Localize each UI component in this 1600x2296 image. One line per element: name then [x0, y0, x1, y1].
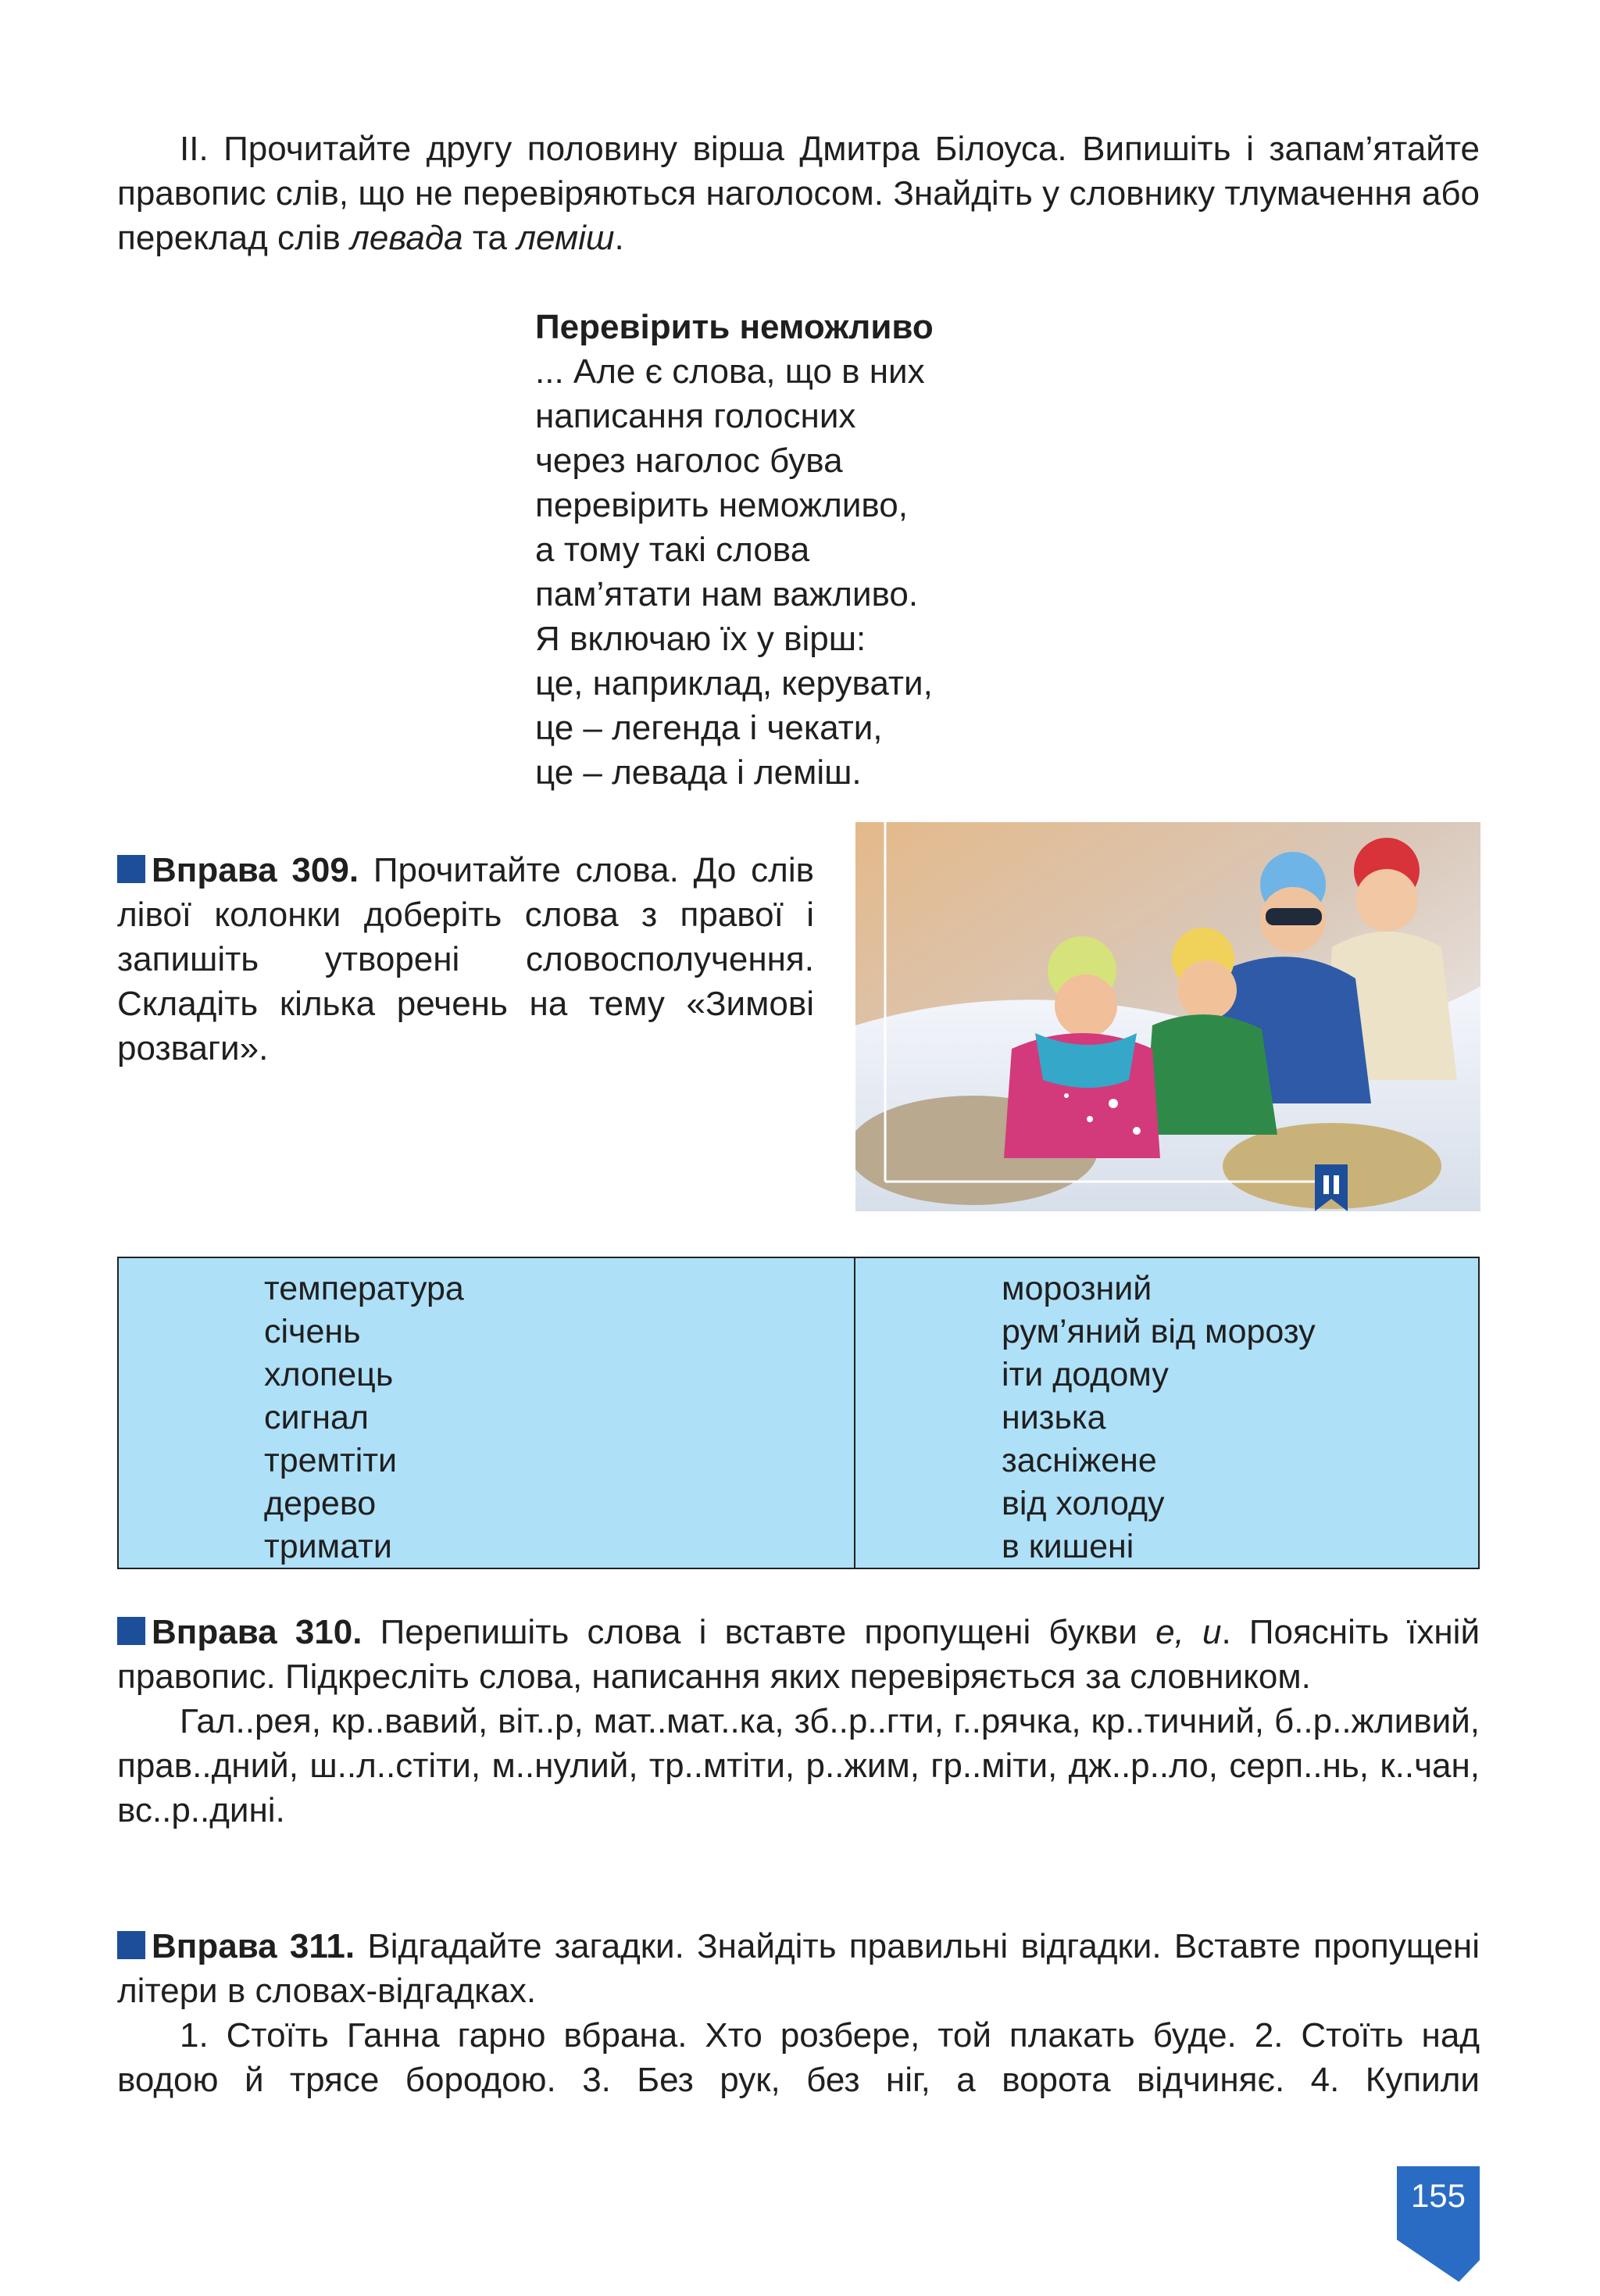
exercise-309-text: Прочитайте слова. До слів лівої колонки доберіть слова з правої і запишіть утворені словосполучення. Складіть кілька речень на тему «Зимові розваги». — [117, 851, 815, 1068]
intro-italic-word-1: левада — [350, 219, 463, 257]
exercise-309-label: Вправа 309. — [152, 851, 359, 889]
exercise-310 — [117, 1610, 1480, 1833]
exercise-310-task — [117, 1610, 1480, 1699]
right-word: в кишені — [1002, 1528, 1134, 1565]
exercise-310-letters: е, и — [1155, 1613, 1222, 1651]
exercise-311-task — [117, 1924, 1480, 2013]
left-word: тремтіти — [264, 1442, 398, 1479]
right-word: іти додому — [1002, 1356, 1169, 1393]
intro-italic-word-2: леміш — [516, 219, 615, 257]
exercise-311-label: Вправа 311. — [152, 1927, 355, 1965]
left-column — [119, 1258, 855, 1568]
poem-line: це – левада і леміш. — [535, 753, 862, 792]
right-word: від холоду — [1002, 1485, 1165, 1522]
right-word: низька — [1002, 1399, 1106, 1436]
intro-text-b: та — [462, 219, 517, 257]
square-bullet-icon — [117, 1931, 145, 1959]
exercise-310-text-b: . Поясніть їхній правопис. Підкресліть слова, написання яких перевіряється за словником. — [117, 1613, 1480, 1696]
intro-text-c: . — [614, 219, 624, 257]
intro-text-a: II. Прочитайте другу половину вірша Дмитра Білоуса. Випишіть і запам’ятайте правопис слів, що не перевіряються наголосом. Знайдіть у словнику тлумачення або переклад слів — [117, 130, 1480, 257]
poem-line: перевірить неможливо, — [535, 486, 908, 524]
page-number: 155 — [1410, 2177, 1466, 2214]
right-word: рум’яний від морозу — [1002, 1313, 1316, 1350]
right-word: засніжене — [1002, 1442, 1157, 1479]
left-word: дерево — [264, 1485, 377, 1522]
left-word: сигнал — [264, 1399, 369, 1436]
left-word: січень — [264, 1313, 361, 1350]
exercise-310-words: Гал..рея, кр..вавий, віт..р, мат..мат..ка, зб..р..гти, г..рячка, кр..тичний, б..р..жливий, прав..дний, ш..л..стіти, м..нулий, тр..мтіти, р..жим, гр..міти, дж..р..ло, серп..нь, к..чан, вс..р..дині. — [117, 1702, 1480, 1829]
poem-line: це – легенда і чекати, — [535, 709, 883, 747]
right-word: морозний — [1002, 1270, 1152, 1307]
intro-paragraph — [117, 127, 1480, 260]
right-column — [855, 1258, 1478, 1568]
exercise-311 — [117, 1924, 1480, 2102]
poem-line: пам’ятати нам важливо. — [535, 575, 919, 613]
poem — [535, 305, 1082, 795]
poem-line: Я включаю їх у вірш: — [535, 620, 866, 658]
winter-sledding-photo — [855, 822, 1480, 1211]
square-bullet-icon — [117, 855, 145, 883]
poem-line: а тому такі слова — [535, 531, 810, 569]
left-word: тримати — [264, 1528, 392, 1565]
left-word: хлопець — [264, 1356, 394, 1393]
exercise-310-text-a: Перепишіть слова і вставте пропущені букви — [362, 1613, 1156, 1651]
poem-title: Перевірить неможливо — [535, 308, 934, 346]
poem-line: це, наприклад, керувати, — [535, 664, 933, 703]
exercise-310-label: Вправа 310. — [152, 1613, 362, 1651]
exercise-311-text: Відгадайте загадки. Знайдіть правильні відгадки. Вставте пропущені літери в словах-відгадках. — [117, 1927, 1480, 2010]
left-word: температура — [264, 1270, 464, 1307]
exercise-311-riddles: 1. Стоїть Ганна гарно вбрана. Хто розбере, той плакать буде. 2. Стоїть над водою й трясе бородою. 3. Без рук, без ніг, а ворота відчиняє. 4. Купили — [117, 2016, 1480, 2099]
square-bullet-icon — [117, 1617, 145, 1645]
poem-line: написання голосних — [535, 397, 856, 435]
poem-line: через наголос бува — [535, 442, 843, 480]
poem-line: ... Але є слова, що в них — [535, 352, 925, 391]
word-table — [117, 1257, 1480, 1569]
exercise-309 — [117, 848, 814, 1071]
